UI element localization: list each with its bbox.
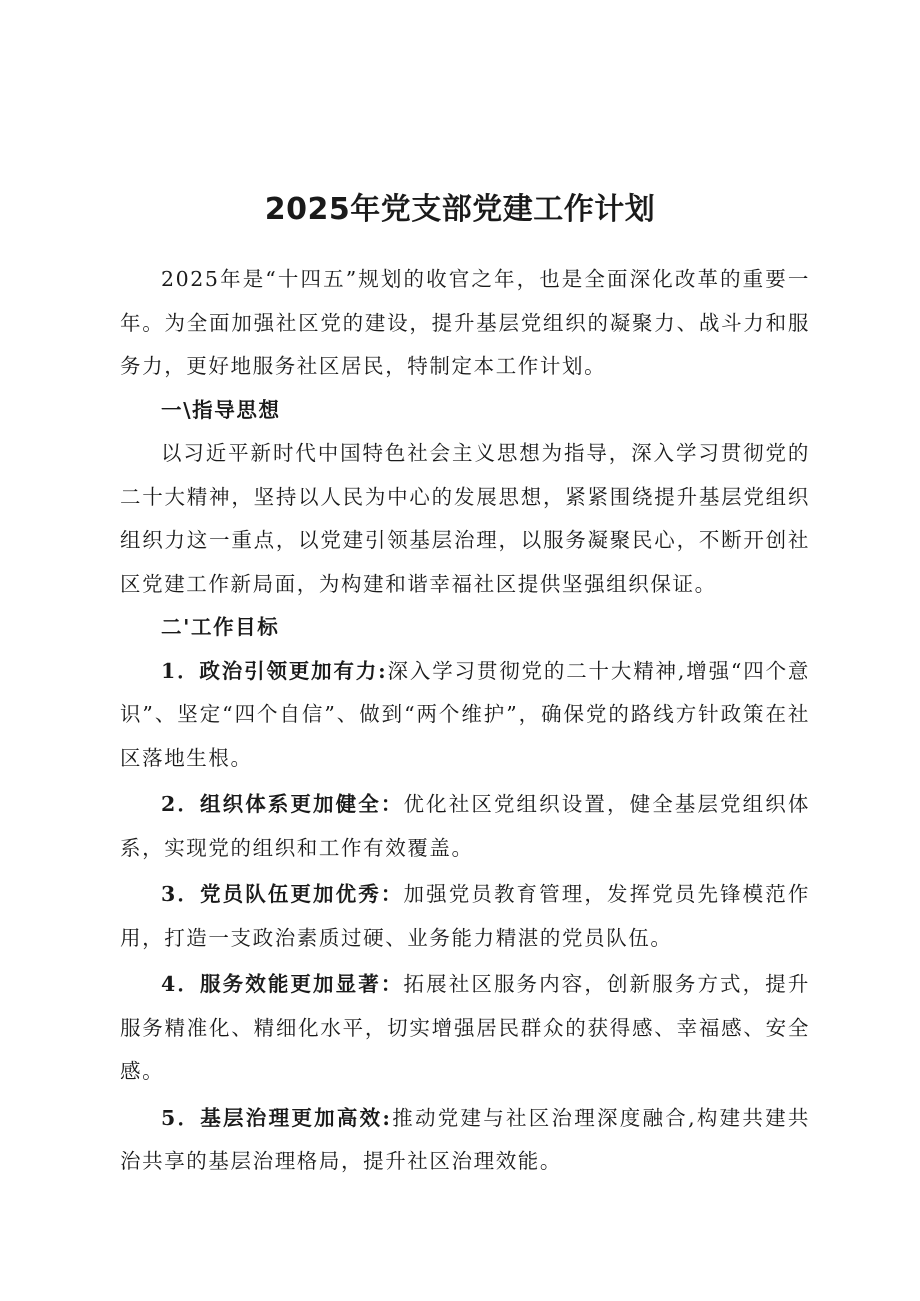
goal-item-grassroots-governance [120,1097,810,1184]
document-title: 2025年党支部党建工作计划 [264,192,656,228]
goal-text: 加强党员教育管理，发挥党员先锋模范作用，打造一支政治素质过硬、业务能力精湛的党员队伍。 [120,882,810,950]
goal-label: 2．组织体系更加健全： [161,792,404,816]
goal-text: 深入学习贯彻党的二十大精神,增强“四个意识”、坚定“四个自信”、做到“两个维护”，确保党的路线方针政策在社区落地生根。 [120,658,811,770]
goal-label: 3．党员队伍更加优秀： [161,882,404,906]
goal-label: 5．基层治理更加高效: [161,1105,392,1130]
goal-text: 优化社区党组织设置，健全基层党组织体系，实现党的组织和工作有效覆盖。 [120,792,810,860]
intro-paragraph: 2025年是“十四五”规划的收官之年，也是全面深化改革的重要一年。为全面加强社区党的建设，提升基层党组织的凝聚力、战斗力和服务力，更好地服务社区居民，特制定本工作计划。 [120,267,810,378]
section-heading-guiding-ideology: 一\指导思想 [161,397,281,422]
document-body [120,258,810,1187]
guiding-ideology-paragraph: 以习近平新时代中国特色社会主义思想为指导，深入学习贯彻党的二十大精神，坚持以人民为中心的发展思想，紧紧围绕提升基层党组织组织力这一重点，以党建引领基层治理，以服务凝聚民心，不断开创社区党建工作新局面，为构建和谐幸福社区提供坚强组织保证。 [120,441,810,596]
goal-item-party-members [120,873,810,960]
goal-item-service-efficiency [120,963,810,1094]
goal-text: 拓展社区服务内容，创新服务方式，提升服务精准化、精细化水平，切实增强居民群众的获得感、幸福感、安全感。 [120,972,810,1083]
goal-item-political-leadership [120,650,810,781]
goal-text: 推动党建与社区治理深度融合,构建共建共治共享的基层治理格局，提升社区治理效能。 [120,1105,810,1173]
goal-label: 4．服务效能更加显著： [161,972,404,996]
section-heading-work-goals: 二'工作目标 [161,615,280,639]
goal-item-organization-system [120,783,810,870]
goal-label: 1．政治引领更加有力: [161,658,388,683]
